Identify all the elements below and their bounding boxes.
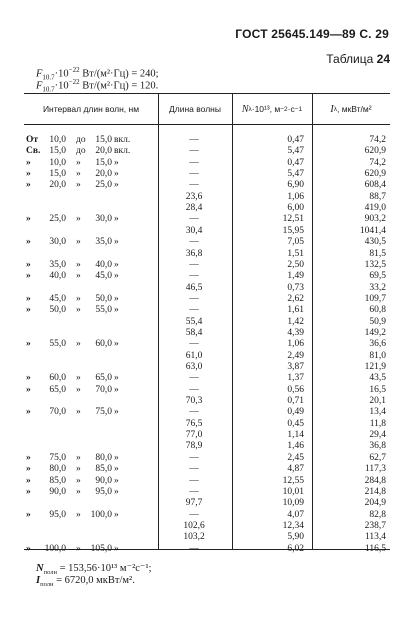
row-from: 45,0 — [49, 293, 66, 304]
row-sep: » — [76, 407, 81, 418]
row-n-value: 5,90 — [287, 532, 304, 543]
row-prefix: » — [26, 180, 31, 191]
row-prefix: » — [26, 259, 31, 270]
row-sep: » — [76, 384, 81, 395]
row-wavelength: — — [189, 259, 199, 270]
row-n-value: 1,49 — [287, 271, 304, 282]
row-sep: » — [76, 486, 81, 497]
row-n-value: 4,39 — [287, 327, 304, 338]
row-wavelength: — — [189, 543, 199, 554]
n-symbol: N — [241, 103, 249, 115]
footer-i-sub: полн — [40, 581, 54, 589]
row-sep: » — [76, 271, 81, 282]
row-n-value: 1,37 — [287, 373, 304, 384]
row-prefix: » — [26, 339, 31, 350]
table-title — [326, 52, 390, 66]
table-row — [24, 362, 390, 373]
row-to: 95,0 — [95, 486, 112, 497]
row-prefix: » — [26, 452, 31, 463]
table-row — [24, 430, 390, 441]
table-row — [24, 169, 390, 180]
row-i-value: 11,8 — [369, 418, 386, 429]
i-unit: , мкВт/м² — [336, 104, 372, 114]
row-n-value: 2,62 — [287, 293, 304, 304]
row-wavelength: — — [189, 373, 199, 384]
table-row — [24, 385, 390, 396]
row-n-value: 6,02 — [287, 543, 304, 554]
row-n-value: 0,47 — [287, 135, 304, 145]
row-prefix: Св. — [26, 146, 41, 157]
row-i-value: 903,2 — [364, 214, 386, 225]
row-wavelength: — — [189, 214, 199, 225]
i-sub: λ — [333, 105, 337, 113]
row-from: 25,0 — [49, 214, 66, 225]
row-i-value: 620,9 — [364, 146, 386, 157]
row-n-value: 6,90 — [287, 180, 304, 191]
row-sep: » — [76, 452, 81, 463]
column-header-n — [232, 95, 312, 123]
table-row — [24, 441, 390, 452]
row-n-value: 2,45 — [287, 452, 304, 463]
footer-i-value: = 6720,0 мкВт/м². — [53, 575, 135, 586]
row-n-value: 10,09 — [282, 498, 304, 509]
row-suffix: » — [114, 169, 119, 180]
table-row — [24, 203, 390, 214]
table-row — [24, 146, 390, 157]
row-n-value: 15,95 — [282, 225, 304, 236]
row-i-value: 16,5 — [369, 384, 386, 395]
formula-exp: −22 — [68, 66, 80, 74]
formula-var: F — [36, 68, 43, 80]
table-row — [24, 271, 390, 282]
row-from: 10,0 — [49, 135, 66, 145]
row-prefix: » — [26, 305, 31, 316]
row-wavelength: 55,4 — [185, 316, 203, 327]
row-i-value: 132,5 — [364, 259, 386, 270]
row-suffix: » — [114, 180, 119, 191]
table-header-rule — [24, 124, 390, 125]
row-prefix: » — [26, 157, 31, 168]
row-i-value: 13,4 — [369, 407, 386, 418]
row-from: 30,0 — [49, 237, 66, 248]
row-suffix: » — [114, 407, 119, 418]
row-n-value: 5,47 — [287, 169, 304, 180]
row-wavelength: — — [189, 384, 199, 395]
row-suffix: » — [114, 543, 119, 554]
n-mid: ·с — [287, 104, 295, 114]
footer-total-i — [36, 575, 135, 588]
row-wavelength: — — [189, 237, 199, 248]
table-row — [24, 158, 390, 169]
row-sep: » — [76, 464, 81, 475]
row-n-value: 4,07 — [287, 509, 304, 520]
row-i-value: 81,5 — [369, 248, 386, 259]
row-n-value: 0,73 — [287, 282, 304, 293]
row-from: 15,0 — [49, 169, 66, 180]
formula-var: F — [36, 80, 43, 92]
row-to: 20,0 — [95, 146, 112, 157]
row-wavelength: 61,0 — [185, 350, 203, 361]
row-n-value: 7,05 — [287, 237, 304, 248]
row-sep: » — [76, 259, 81, 270]
table-row — [24, 464, 390, 475]
footer-n-sub: полн — [43, 569, 57, 577]
row-wavelength: — — [189, 464, 199, 475]
row-i-value: 50,9 — [369, 316, 386, 327]
row-to: 20,0 — [95, 169, 112, 180]
row-suffix: » — [114, 339, 119, 350]
row-prefix: » — [26, 293, 31, 304]
row-suffix: » — [114, 486, 119, 497]
row-n-value: 2,50 — [287, 259, 304, 270]
row-wavelength: — — [189, 169, 199, 180]
row-sep: » — [76, 237, 81, 248]
row-from: 65,0 — [49, 384, 66, 395]
row-suffix: » — [114, 237, 119, 248]
row-wavelength: — — [189, 452, 199, 463]
row-i-value: 109,7 — [364, 293, 386, 304]
row-i-value: 620,9 — [364, 169, 386, 180]
row-wavelength: — — [189, 293, 199, 304]
row-n-value: 1,42 — [287, 316, 304, 327]
row-wavelength: 97,7 — [185, 498, 203, 509]
row-i-value: 113,4 — [364, 532, 386, 543]
row-i-value: 149,2 — [364, 327, 386, 338]
row-i-value: 69,5 — [369, 271, 386, 282]
row-from: 100,0 — [44, 543, 66, 554]
row-n-value: 1,06 — [287, 339, 304, 350]
table-number: 24 — [376, 52, 390, 66]
row-from: 35,0 — [49, 259, 66, 270]
row-wavelength: 28,4 — [185, 203, 203, 214]
table-row — [24, 226, 390, 237]
row-n-value: 1,61 — [287, 305, 304, 316]
formula-sub: 10.7 — [42, 73, 55, 82]
row-wavelength: — — [189, 486, 199, 497]
row-i-value: 20,1 — [369, 396, 386, 407]
i-symbol: I — [330, 103, 334, 115]
row-to: 30,0 — [95, 214, 112, 225]
table-row — [24, 453, 390, 464]
table-title-prefix: Таблица — [326, 52, 374, 66]
row-prefix: От — [26, 135, 39, 145]
row-wavelength: 46,5 — [185, 282, 203, 293]
row-sep: до — [76, 135, 86, 145]
row-i-value: 214,8 — [364, 486, 386, 497]
row-to: 85,0 — [95, 464, 112, 475]
row-suffix: » — [114, 475, 119, 486]
table-row — [24, 237, 390, 248]
row-sep: » — [76, 180, 81, 191]
row-suffix: » — [114, 157, 119, 168]
row-n-value: 1,14 — [287, 430, 304, 441]
footer-total-n — [36, 562, 152, 576]
row-to: 75,0 — [95, 407, 112, 418]
row-n-value: 0,56 — [287, 384, 304, 395]
row-i-value: 116,5 — [364, 543, 386, 554]
row-n-value: 12,51 — [282, 214, 304, 225]
formula-pow: ·10 — [54, 68, 69, 80]
table-row — [24, 476, 390, 487]
row-wavelength: — — [189, 135, 199, 145]
row-n-value: 5,47 — [287, 146, 304, 157]
row-prefix: » — [26, 169, 31, 180]
row-suffix: » — [114, 452, 119, 463]
row-sep: » — [76, 543, 81, 554]
table-row — [24, 532, 390, 543]
row-n-value: 1,46 — [287, 441, 304, 452]
row-wavelength: — — [189, 305, 199, 316]
row-sep: » — [76, 475, 81, 486]
formula-pow: ·10 — [54, 80, 69, 92]
table-top-rule — [24, 93, 390, 94]
table-row — [24, 396, 390, 407]
row-prefix: » — [26, 464, 31, 475]
row-suffix: » — [114, 384, 119, 395]
table-row — [24, 498, 390, 509]
row-wavelength: 78,9 — [185, 441, 203, 452]
row-sep: » — [76, 293, 81, 304]
row-prefix: » — [26, 486, 31, 497]
table-row — [24, 192, 390, 203]
row-i-value: 82,8 — [369, 509, 386, 520]
row-sep: » — [76, 169, 81, 180]
row-prefix: » — [26, 237, 31, 248]
row-n-value: 4,87 — [287, 464, 304, 475]
row-from: 95,0 — [49, 509, 66, 520]
row-i-value: 43,5 — [369, 373, 386, 384]
table-row — [24, 283, 390, 294]
row-i-value: 430,5 — [364, 237, 386, 248]
n-exp2: −1 — [294, 105, 303, 113]
row-suffix: вкл. — [114, 135, 131, 145]
table-row — [24, 260, 390, 271]
row-to: 60,0 — [95, 339, 112, 350]
table-row — [24, 214, 390, 225]
row-n-value: 2,49 — [287, 350, 304, 361]
n-unit: ·10¹³, м — [251, 104, 281, 114]
row-to: 35,0 — [95, 237, 112, 248]
row-i-value: 33,2 — [369, 282, 386, 293]
row-from: 20,0 — [49, 180, 66, 191]
row-from: 60,0 — [49, 373, 66, 384]
row-i-value: 62,7 — [369, 452, 386, 463]
table-row — [24, 544, 390, 555]
formula-line-2 — [36, 78, 158, 94]
row-prefix: » — [26, 475, 31, 486]
table-row — [24, 373, 390, 384]
row-i-value: 74,2 — [369, 135, 386, 145]
row-wavelength: — — [189, 509, 199, 520]
row-suffix: » — [114, 509, 119, 520]
column-header-interval: Интервал длин волн, нм — [42, 104, 140, 114]
row-wavelength: — — [189, 475, 199, 486]
row-wavelength: — — [189, 146, 199, 157]
formula-unit: Вт/(м²·Гц) = 240; — [79, 68, 159, 80]
row-to: 55,0 — [95, 305, 112, 316]
row-n-value: 1,51 — [287, 248, 304, 259]
n-exp1: −2 — [280, 105, 288, 113]
table-row — [24, 419, 390, 430]
page-header: ГОСТ 25645.149—89 С. 29 — [235, 27, 389, 41]
row-from: 10,0 — [49, 157, 66, 168]
row-i-value: 88,7 — [369, 191, 386, 202]
row-i-value: 608,4 — [364, 180, 386, 191]
footer-i-symbol: I — [36, 575, 41, 586]
row-wavelength: — — [189, 180, 199, 191]
row-wavelength: 76,5 — [185, 418, 203, 429]
row-to: 15,0 — [95, 157, 112, 168]
table-row — [24, 180, 390, 191]
row-sep: » — [76, 373, 81, 384]
row-wavelength: 58,4 — [185, 327, 203, 338]
table-row — [24, 249, 390, 260]
table-row — [24, 521, 390, 532]
row-wavelength: — — [189, 157, 199, 168]
column-header-length: Длина волны — [169, 104, 221, 114]
row-wavelength: 77,0 — [185, 430, 203, 441]
row-i-value: 204,9 — [364, 498, 386, 509]
n-sub: λ — [248, 105, 252, 113]
row-prefix: » — [26, 509, 31, 520]
row-prefix: » — [26, 373, 31, 384]
column-header-i — [312, 95, 390, 123]
row-sep: до — [76, 146, 86, 157]
footer-n-symbol: N — [36, 563, 44, 574]
formula-unit: Вт/(м²·Гц) = 120. — [79, 80, 159, 92]
row-from: 90,0 — [49, 486, 66, 497]
row-sep: » — [76, 157, 81, 168]
row-i-value: 1041,4 — [359, 225, 386, 236]
row-i-value: 284,8 — [364, 475, 386, 486]
row-wavelength: 63,0 — [185, 362, 203, 372]
row-from: 15,0 — [49, 146, 66, 157]
table-row — [24, 407, 390, 418]
row-suffix: » — [114, 259, 119, 270]
row-i-value: 238,7 — [364, 520, 386, 531]
row-i-value: 60,8 — [369, 305, 386, 316]
table-row — [24, 328, 390, 339]
row-sep: » — [76, 305, 81, 316]
row-sep: » — [76, 509, 81, 520]
row-wavelength: — — [189, 407, 199, 418]
row-n-value: 3,87 — [287, 362, 304, 372]
row-wavelength: 30,4 — [185, 225, 203, 236]
row-n-value: 12,34 — [282, 520, 304, 531]
row-i-value: 419,0 — [364, 203, 386, 214]
row-prefix: » — [26, 407, 31, 418]
row-i-value: 36,6 — [369, 339, 386, 350]
row-from: 55,0 — [49, 339, 66, 350]
row-sep: » — [76, 339, 81, 350]
row-wavelength: 23,6 — [185, 191, 203, 202]
formula-sub: 10.7 — [42, 85, 55, 94]
row-i-value: 117,3 — [364, 464, 386, 475]
row-n-value: 10,01 — [282, 486, 304, 497]
row-i-value: 29,4 — [369, 430, 386, 441]
table-row — [24, 135, 390, 146]
table-row — [24, 294, 390, 305]
table-row — [24, 317, 390, 328]
row-i-value: 74,2 — [369, 157, 386, 168]
row-n-value: 0,71 — [287, 396, 304, 407]
row-prefix: » — [26, 384, 31, 395]
row-to: 40,0 — [95, 259, 112, 270]
row-n-value: 12,55 — [282, 475, 304, 486]
row-prefix: » — [26, 214, 31, 225]
table-row — [24, 510, 390, 521]
row-from: 50,0 — [49, 305, 66, 316]
table-row — [24, 487, 390, 498]
table-row — [24, 351, 390, 362]
row-to: 80,0 — [95, 452, 112, 463]
row-to: 70,0 — [95, 384, 112, 395]
row-n-value: 0,47 — [287, 157, 304, 168]
row-suffix: » — [114, 373, 119, 384]
row-sep: » — [76, 214, 81, 225]
row-wavelength: 102,6 — [183, 520, 205, 531]
row-suffix: » — [114, 271, 119, 282]
row-n-value: 0,49 — [287, 407, 304, 418]
row-wavelength: 103,2 — [183, 532, 205, 543]
row-prefix: » — [26, 543, 31, 554]
table-row — [24, 339, 390, 350]
row-suffix: » — [114, 214, 119, 225]
row-i-value: 121,9 — [364, 362, 386, 372]
row-from: 40,0 — [49, 271, 66, 282]
footer-n-value: = 153,56·10¹³ м⁻²с⁻¹; — [56, 563, 152, 574]
row-from: 75,0 — [49, 452, 66, 463]
row-to: 15,0 — [95, 135, 112, 145]
row-i-value: 36,8 — [369, 441, 386, 452]
row-suffix: » — [114, 293, 119, 304]
row-to: 25,0 — [95, 180, 112, 191]
row-prefix: » — [26, 271, 31, 282]
row-from: 80,0 — [49, 464, 66, 475]
row-wavelength: 70,3 — [185, 396, 203, 407]
row-i-value: 81,0 — [369, 350, 386, 361]
row-to: 50,0 — [95, 293, 112, 304]
row-wavelength: — — [189, 271, 199, 282]
table-row — [24, 305, 390, 316]
row-from: 85,0 — [49, 475, 66, 486]
formula-exp: −22 — [68, 78, 80, 86]
row-n-value: 0,45 — [287, 418, 304, 429]
row-n-value: 1,06 — [287, 191, 304, 202]
row-n-value: 6,00 — [287, 203, 304, 214]
row-to: 65,0 — [95, 373, 112, 384]
row-from: 70,0 — [49, 407, 66, 418]
row-to: 90,0 — [95, 475, 112, 486]
row-to: 100,0 — [90, 509, 112, 520]
row-wavelength: — — [189, 339, 199, 350]
row-to: 105,0 — [90, 543, 112, 554]
row-suffix: » — [114, 464, 119, 475]
row-suffix: » — [114, 305, 119, 316]
row-wavelength: 36,8 — [185, 248, 203, 259]
row-to: 45,0 — [95, 271, 112, 282]
row-suffix: вкл. — [114, 146, 131, 157]
